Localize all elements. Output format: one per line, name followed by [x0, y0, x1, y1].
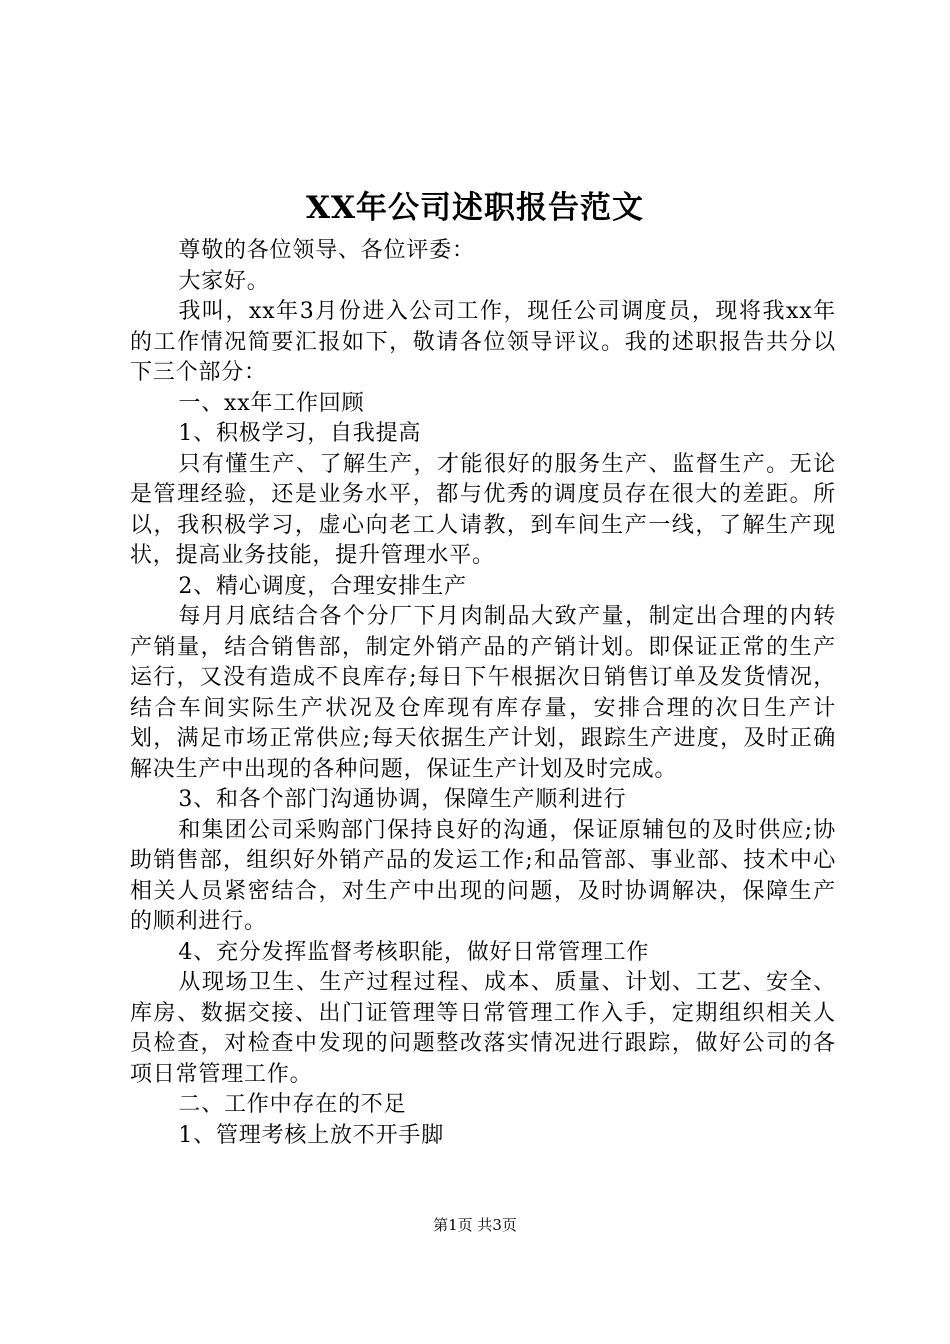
- paragraph-coordination: 和集团公司采购部门保持良好的沟通，保证原辅包的及时供应;协助销售部，组织好外销产品的发运工作;和品管部、事业部、技术中心相关人员紧密结合，对生产中出现的问题，及时协调解决，保障生产的顺利进行。: [130, 817, 836, 934]
- subheading-shortcoming-1: 1、管理考核上放不开手脚: [178, 1122, 444, 1148]
- paragraph-supervision: 从现场卫生、生产过程过程、成本、质量、计划、工艺、安全、库房、数据交接、出门证管理等日常管理工作入手，定期组织相关人员检查，对检查中发现的问题整改落实情况进行跟踪，做好公司的各项日常管理工作。: [130, 970, 836, 1087]
- subheading-4: 4、充分发挥监督考核职能，做好日常管理工作: [178, 939, 650, 965]
- paragraph-scheduling: 每月月底结合各个分厂下月肉制品大致产量，制定出合理的内转产销量，结合销售部，制定外销产品的产销计划。即保证正常的生产运行，又没有造成不良库存;每日下午根据次日销售订单及发货情况，结合车间实际生产状况及仓库现有库存量，安排合理的次日生产计划，满足市场正常供应;每天依据生产计划，跟踪生产进度，及时正确解决生产中出现的各种问题，保证生产计划及时完成。: [130, 604, 836, 782]
- subheading-1: 1、积极学习，自我提高: [178, 421, 422, 446]
- paragraph-greeting-2: 大家好。: [178, 268, 270, 294]
- document-body: [130, 236, 836, 1151]
- paragraph-intro: 我叫，xx年3月份进入公司工作，现任公司调度员，现将我xx年的工作情况简要汇报如下，敬请各位领导评议。我的述职报告共分以下三个部分：: [130, 299, 836, 385]
- subheading-2: 2、精心调度，合理安排生产: [178, 573, 467, 599]
- paragraph-greeting-1: 尊敬的各位领导、各位评委：: [178, 238, 475, 263]
- document-title: XX年公司述职报告范文: [305, 190, 645, 226]
- section-heading-shortcomings: 二、工作中存在的不足: [178, 1092, 407, 1117]
- subheading-3: 3、和各个部门沟通协调，保障生产顺利进行: [178, 787, 627, 812]
- paragraph-learning: 只有懂生产、了解生产，才能很好的服务生产、监督生产。无论是管理经验，还是业务水平，都与优秀的调度员存在很大的差距。所以，我积极学习，虚心向老工人请教，到车间生产一线，了解生产现状，提高业务技能，提升管理水平。: [130, 451, 836, 568]
- page-indicator: 第1页 共3页: [433, 1216, 517, 1234]
- section-heading-review: 一、xx年工作回顾: [178, 390, 365, 416]
